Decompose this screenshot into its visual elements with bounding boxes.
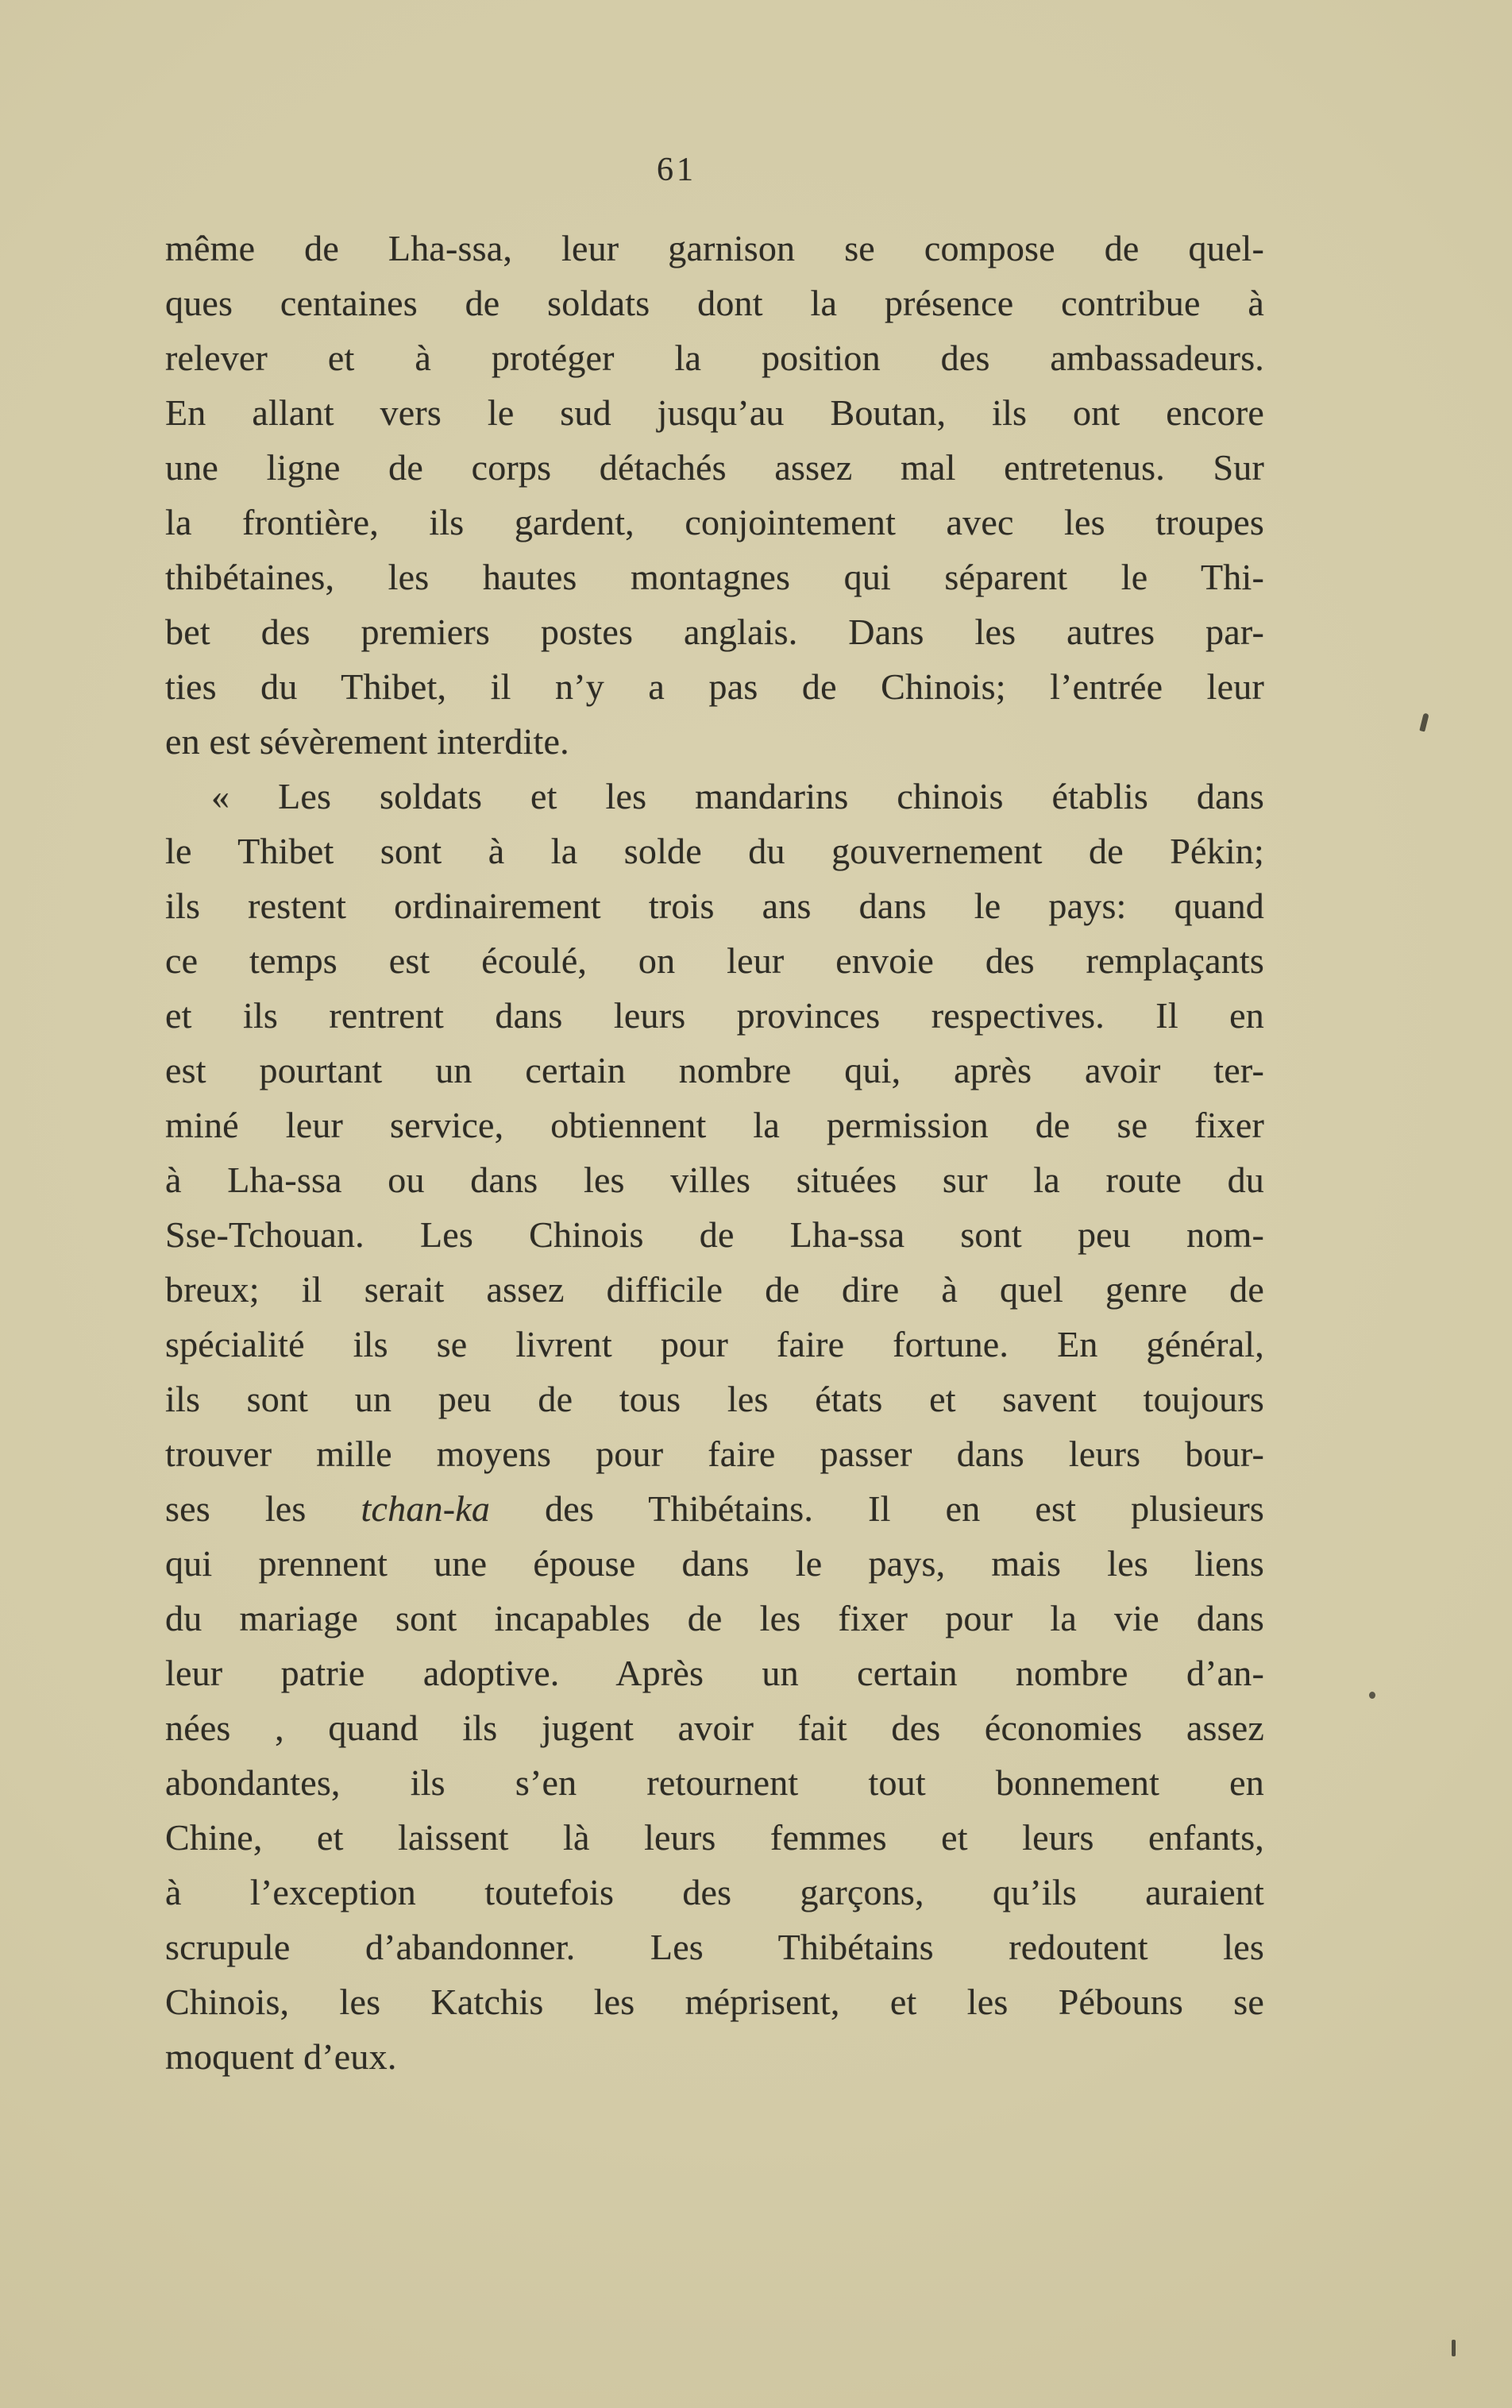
scan-artifact-tick: [1452, 2340, 1456, 2356]
text-line: [165, 276, 1264, 330]
text-segment: breux; il serait assez difficile de dire à quel genre de: [165, 1269, 1264, 1310]
text-line: [165, 495, 1264, 550]
text-segment: ils restent ordinairement trois ans dans le pays: quand: [165, 886, 1264, 926]
text-line: [165, 1810, 1264, 1865]
text-segment: relever et à protéger la position des ambassadeurs.: [165, 338, 1264, 378]
scan-artifact-dot: [1369, 1692, 1375, 1699]
text-segment: trouver mille moyens pour faire passer dans leurs bour-: [165, 1434, 1264, 1474]
text-segment: est pourtant un certain nombre qui, après avoir ter-: [165, 1050, 1264, 1090]
text-segment: miné leur service, obtiennent la permission de se fixer: [165, 1105, 1264, 1145]
text-segment: ses les: [165, 1488, 361, 1529]
text-line: [165, 1426, 1264, 1481]
text-line: [165, 1043, 1264, 1098]
text-line: [165, 1207, 1264, 1262]
text-segment: ce temps est écoulé, on leur envoie des remplaçants: [165, 940, 1264, 981]
scan-artifact-mark: [1419, 712, 1429, 731]
text-line: [165, 1865, 1264, 1920]
text-line: [165, 824, 1264, 878]
text-line: [165, 1098, 1264, 1152]
text-segment: En allant vers le sud jusqu’au Boutan, ils ont encore: [165, 392, 1264, 433]
text-segment: une ligne de corps détachés assez mal entretenus. Sur: [165, 447, 1264, 488]
text-line: [165, 550, 1264, 604]
text-segment: du mariage sont incapables de les fixer pour la vie dans: [165, 1598, 1264, 1638]
text-line: [165, 2029, 1264, 2084]
text-line: [165, 1755, 1264, 1810]
text-line: [165, 604, 1264, 659]
text-line: [165, 1974, 1264, 2029]
text-line: [165, 440, 1264, 495]
text-segment: même de Lha-ssa, leur garnison se compose de quel-: [165, 228, 1264, 268]
text-segment: en est sévèrement interdite.: [165, 721, 569, 762]
text-segment: abondantes, ils s’en retournent tout bonnement en: [165, 1762, 1264, 1803]
text-segment: « Les soldats et les mandarins chinois établis dans: [211, 776, 1264, 816]
text-line: [165, 221, 1264, 276]
text-segment: Chinois, les Katchis les méprisent, et les Pébouns se: [165, 1982, 1264, 2022]
text-segment: à Lha-ssa ou dans les villes situées sur la route du: [165, 1160, 1264, 1200]
text-segment: qui prennent une épouse dans le pays, mais les liens: [165, 1543, 1264, 1584]
text-line: [165, 1536, 1264, 1591]
text-segment: ques centaines de soldats dont la présence contribue à: [165, 283, 1264, 323]
text-line: [165, 1262, 1264, 1317]
text-segment: ties du Thibet, il n’y a pas de Chinois; l’entrée leur: [165, 666, 1264, 707]
text-line: [165, 988, 1264, 1043]
text-line: [165, 659, 1264, 714]
text-line: [165, 1481, 1264, 1536]
text-segment: Chine, et laissent là leurs femmes et leurs enfants,: [165, 1817, 1264, 1858]
text-segment: et ils rentrent dans leurs provinces respectives. Il en: [165, 995, 1264, 1036]
text-line: [165, 1920, 1264, 1974]
page-text: [165, 221, 1264, 2084]
text-segment: moquent d’eux.: [165, 2036, 397, 2077]
text-segment: spécialité ils se livrent pour faire fortune. En général,: [165, 1324, 1264, 1364]
text-segment: Sse-Tchouan. Les Chinois de Lha-ssa sont peu nom-: [165, 1214, 1264, 1255]
text-segment: la frontière, ils gardent, conjointement avec les troupes: [165, 502, 1264, 542]
text-line: [165, 878, 1264, 933]
text-segment: le Thibet sont à la solde du gouvernement de Pékin;: [165, 831, 1264, 871]
text-segment: scrupule d’abandonner. Les Thibétains redoutent les: [165, 1927, 1264, 1967]
text-segment: leur patrie adoptive. Après un certain nombre d’an-: [165, 1653, 1264, 1693]
text-line: [165, 1591, 1264, 1646]
text-segment: à l’exception toutefois des garçons, qu’ils auraient: [165, 1872, 1264, 1912]
text-line: [165, 1646, 1264, 1700]
text-line: [165, 714, 1264, 769]
text-line: [165, 1700, 1264, 1755]
page-number: 61: [657, 152, 696, 188]
text-line: [165, 769, 1264, 824]
text-line: [165, 385, 1264, 440]
text-segment: des Thibétains. Il en est plusieurs: [490, 1488, 1265, 1529]
text-segment: ils sont un peu de tous les états et savent toujours: [165, 1379, 1264, 1419]
text-segment: thibétaines, les hautes montagnes qui séparent le Thi-: [165, 557, 1264, 597]
text-line: [165, 1152, 1264, 1207]
text-segment: bet des premiers postes anglais. Dans les autres par-: [165, 612, 1264, 652]
text-line: [165, 1317, 1264, 1372]
text-segment: nées , quand ils jugent avoir fait des économies assez: [165, 1708, 1264, 1748]
text-line: [165, 933, 1264, 988]
text-line: [165, 330, 1264, 385]
text-segment-italic: tchan-ka: [361, 1488, 491, 1529]
text-line: [165, 1372, 1264, 1426]
